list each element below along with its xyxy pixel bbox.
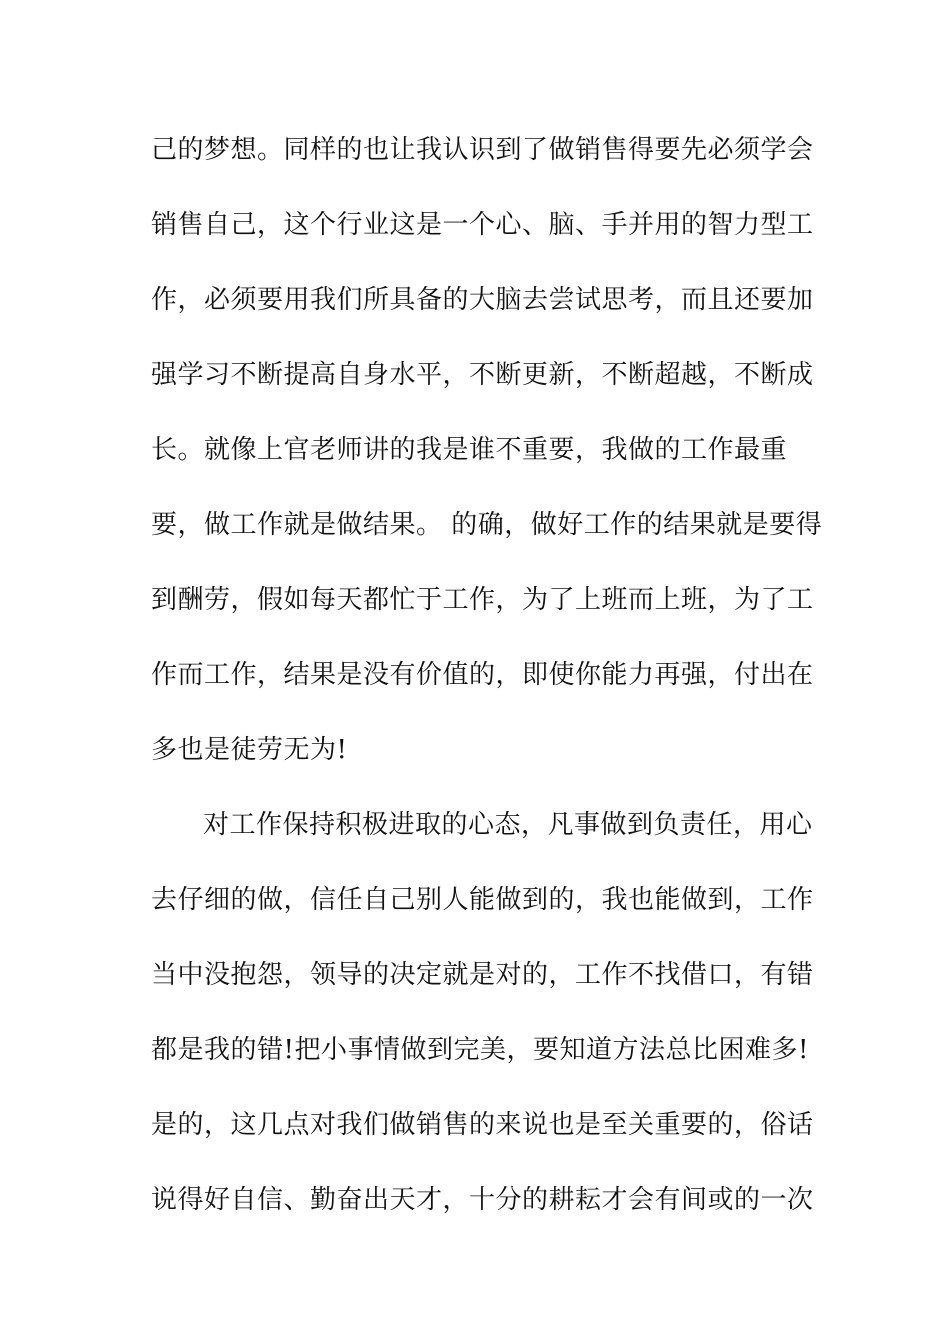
text-line: 到酬劳，假如每天都忙于工作，为了上班而上班，为了工	[151, 585, 814, 615]
text-line: 多也是徒劳无为!	[151, 735, 348, 765]
text-line: 己的梦想。同样的也让我认识到了做销售得要先必须学会	[151, 135, 814, 165]
text-line: 去仔细的做，信任自己别人能做到的，我也能做到，工作	[151, 885, 814, 915]
text-line: 作，必须要用我们所具备的大脑去尝试思考，而且还要加	[151, 285, 814, 315]
text-line: 当中没抱怨，领导的决定就是对的，工作不找借口，有错	[151, 960, 814, 990]
paragraph-first-line: 对工作保持积极进取的心态，凡事做到负责任，用心	[203, 810, 813, 840]
text-line: 都是我的错!把小事情做到完美，要知道方法总比困难多!	[151, 1035, 809, 1065]
text-line: 销售自己，这个行业这是一个心、脑、手并用的智力型工	[151, 210, 814, 240]
text-line: 说得好自信、勤奋出天才，十分的耕耘才会有间或的一次	[151, 1185, 814, 1215]
text-line: 是的，这几点对我们做销售的来说也是至关重要的，俗话	[151, 1110, 814, 1140]
text-line: 长。就像上官老师讲的我是谁不重要，我做的工作最重	[151, 435, 788, 465]
text-line: 要，做工作就是做结果。 的确，做好工作的结果就是要得	[151, 510, 823, 540]
text-line: 强学习不断提高自身水平，不断更新，不断超越，不断成	[151, 360, 814, 390]
text-line: 作而工作，结果是没有价值的，即使你能力再强，付出在	[151, 660, 814, 690]
